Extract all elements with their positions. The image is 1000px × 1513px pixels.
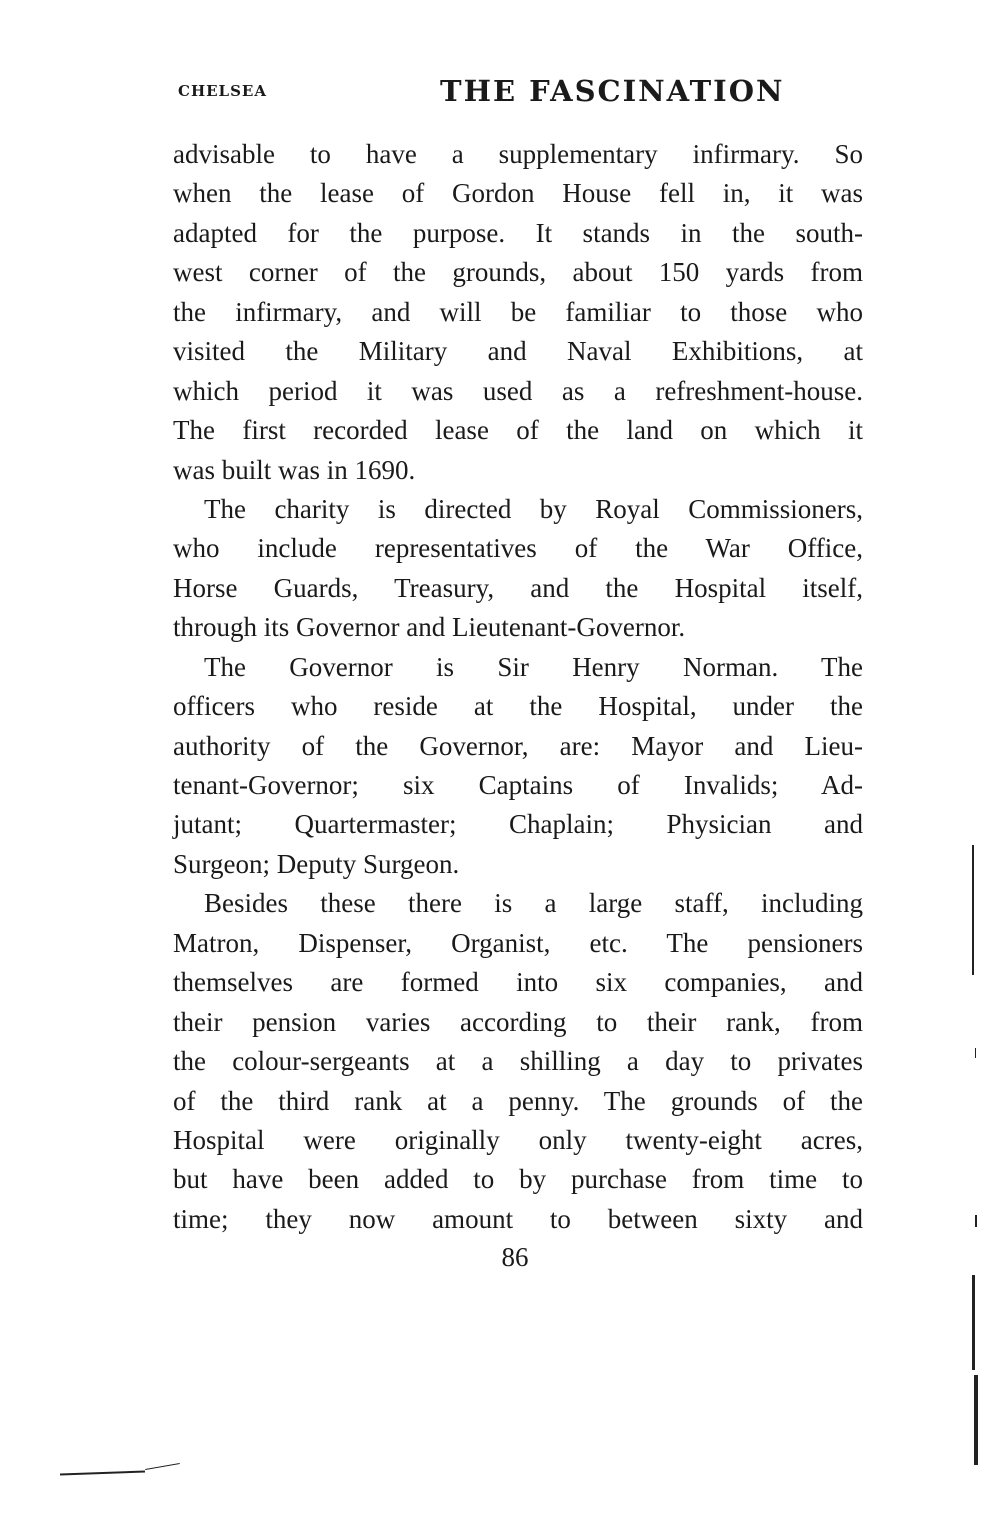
text-line: the infirmary, and will be familiar to those who [173,296,863,327]
text-line: but have been added to by purchase from time to [173,1164,863,1195]
text-line: themselves are formed into six companies, and [173,967,863,998]
text-line: adapted for the purpose. It stands in the south- [173,217,863,248]
scan-artifact-mark [974,1375,978,1465]
text-line: Matron, Dispenser, Organist, etc. The pensioners [173,927,863,958]
text-line: the colour-sergeants at a shilling a day to privates [173,1046,863,1077]
page-number: 86 [501,1242,529,1272]
scan-artifact-mark [145,1463,180,1470]
text-line: Horse Guards, Treasury, and the Hospital itself, [173,572,863,603]
scan-artifact-mark [972,845,974,975]
text-line: Besides these there is a large staff, including [204,888,863,919]
page-header-title: THE FASCINATION [440,74,785,108]
scan-artifact-mark [60,1471,145,1476]
text-line: their pension varies according to their rank, from [173,1006,863,1037]
page-body-text [173,135,863,1239]
text-line: tenant-Governor; six Captains of Invalids; Ad- [173,770,863,800]
text-line: of the third rank at a penny. The grounds of the [173,1085,863,1116]
text-line: when the lease of Gordon House fell in, it was [173,178,863,209]
text-line: The Governor is Sir Henry Norman. The [204,651,863,682]
text-line: was built was in 1690. [173,454,416,485]
text-line: The charity is directed by Royal Commissioners, [204,493,863,524]
text-line: Surgeon; Deputy Surgeon. [173,848,460,879]
text-line: jutant; Quartermaster; Chaplain; Physician and [173,809,863,840]
scan-artifact-mark [975,1048,976,1058]
text-line: time; they now amount to between sixty and [173,1203,863,1234]
scan-artifact-mark [975,1215,977,1227]
text-line: visited the Military and Naval Exhibitions, at [173,336,863,367]
text-line: Hospital were originally only twenty-eight acres, [173,1124,863,1155]
text-line: through its Governor and Lieutenant-Governor. [173,612,686,643]
text-line: west corner of the grounds, about 150 yards from [173,257,863,288]
text-line: The first recorded lease of the land on which it [173,415,863,446]
text-line: who include representatives of the War Office, [173,533,863,564]
running-head: CHELSEA [178,82,267,100]
text-line: advisable to have a supplementary infirmary. So [173,139,863,169]
scan-artifact-mark [972,1275,975,1370]
text-line: which period it was used as a refreshment-house. [173,375,863,406]
text-line: authority of the Governor, are: Mayor and Lieu- [173,730,863,761]
text-line: officers who reside at the Hospital, under the [173,691,863,722]
